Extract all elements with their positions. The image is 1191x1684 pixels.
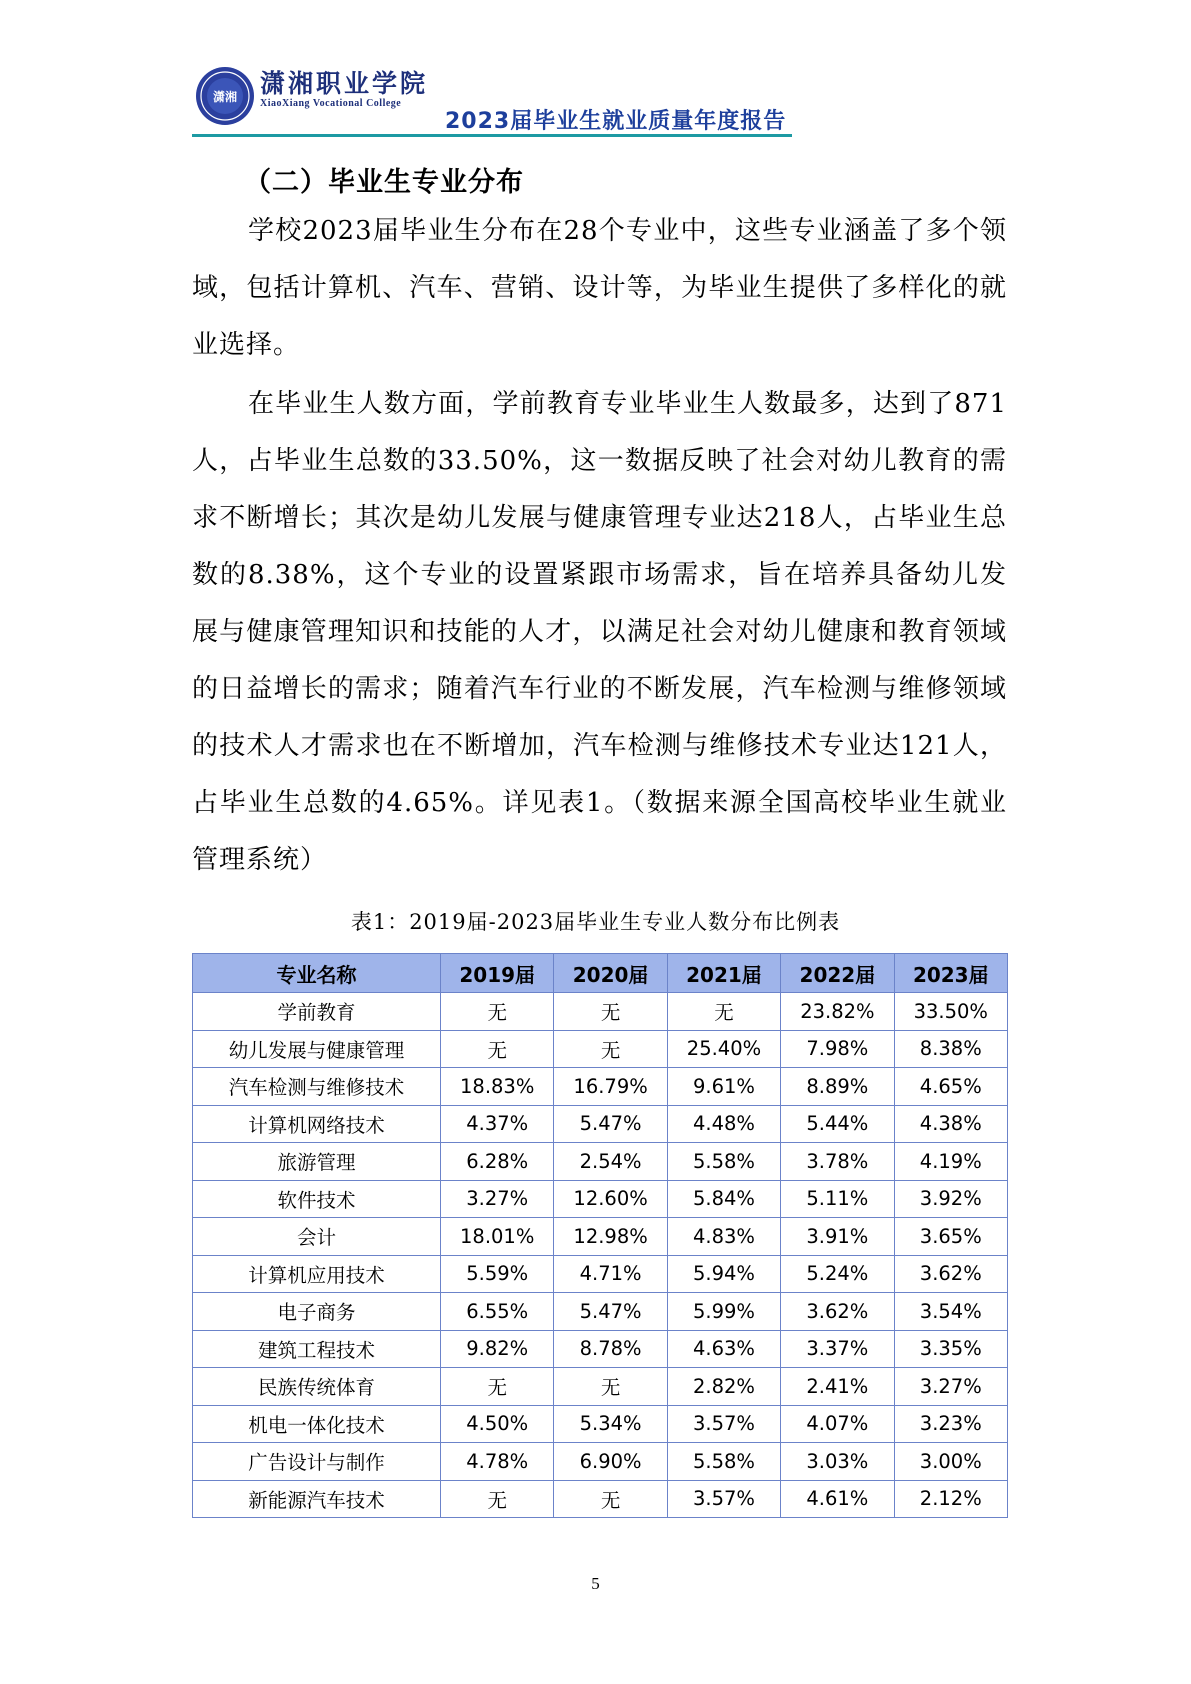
table-header-row [193, 954, 1008, 993]
major-name-cell: 新能源汽车技术 [193, 1480, 441, 1518]
percent-cell: 4.83% [667, 1218, 780, 1256]
table-body [193, 993, 1008, 1518]
major-name-cell: 计算机网络技术 [193, 1105, 441, 1143]
major-name-cell: 汽车检测与维修技术 [193, 1068, 441, 1106]
percent-cell: 4.61% [781, 1480, 894, 1518]
percent-cell: 9.61% [667, 1068, 780, 1106]
page-number: 5 [591, 1574, 600, 1593]
percent-cell: 8.38% [894, 1030, 1007, 1068]
table-row [193, 1480, 1008, 1518]
percent-cell: 5.47% [554, 1293, 667, 1331]
percent-cell: 7.98% [781, 1030, 894, 1068]
percent-cell: 无 [554, 1368, 667, 1406]
percent-cell: 12.60% [554, 1180, 667, 1218]
percent-cell: 3.65% [894, 1218, 1007, 1256]
percent-cell: 3.62% [781, 1293, 894, 1331]
table-row [193, 1143, 1008, 1181]
percent-cell: 9.82% [441, 1330, 554, 1368]
percent-cell: 5.84% [667, 1180, 780, 1218]
percent-cell: 4.50% [441, 1405, 554, 1443]
header-cell-2020: 2020届 [554, 954, 667, 993]
percent-cell: 5.99% [667, 1293, 780, 1331]
percent-cell: 3.91% [781, 1218, 894, 1256]
header-cell-2019: 2019届 [441, 954, 554, 993]
percent-cell: 无 [441, 993, 554, 1031]
percent-cell: 18.01% [441, 1218, 554, 1256]
major-name-cell: 电子商务 [193, 1293, 441, 1331]
table-caption: 表1：2019届-2023届毕业生专业人数分布比例表 [350, 910, 841, 934]
table-row [193, 1105, 1008, 1143]
percent-cell: 8.78% [554, 1330, 667, 1368]
header-cell-2023: 2023届 [894, 954, 1007, 993]
header-cell-2022: 2022届 [781, 954, 894, 993]
percent-cell: 3.27% [441, 1180, 554, 1218]
table-row [193, 1293, 1008, 1331]
school-name-cn: 潇湘职业学院 [260, 69, 429, 98]
percent-cell: 2.54% [554, 1143, 667, 1181]
major-distribution-table [192, 953, 1008, 1518]
percent-cell: 3.03% [781, 1443, 894, 1481]
percent-cell: 23.82% [781, 993, 894, 1031]
percent-cell: 2.82% [667, 1368, 780, 1406]
percent-cell: 18.83% [441, 1068, 554, 1106]
paragraph-2: 在毕业生人数方面，学前教育专业毕业生人数最多，达到了871人，占毕业生总数的33.50%，这一数据反映了社会对幼儿教育的需求不断增长；其次是幼儿发展与健康管理专业达218人，占毕业生总数的8.38%，这个专业的设置紧跟市场需求，旨在培养具备幼儿发展与健康管理知识和技能的人才，以满足社会对幼儿健康和教育领域的日益增长的需求；随着汽车行业的不断发展，汽车检测与维修领域的技术人才需求也在不断增加，汽车检测与维修技术专业达121人，占毕业生总数的4.65%。详见表1。（数据来源全国高校毕业生就业管理系统） [192, 389, 1007, 875]
section-title: （二）毕业生专业分布 [244, 167, 524, 198]
percent-cell: 4.37% [441, 1105, 554, 1143]
major-name-cell: 幼儿发展与健康管理 [193, 1030, 441, 1068]
percent-cell: 无 [441, 1480, 554, 1518]
school-logo-icon [195, 66, 255, 126]
percent-cell: 3.57% [667, 1480, 780, 1518]
table-row [193, 1405, 1008, 1443]
table-row [193, 1255, 1008, 1293]
table-row [193, 1218, 1008, 1256]
percent-cell: 3.92% [894, 1180, 1007, 1218]
table-row [193, 1180, 1008, 1218]
major-name-cell: 旅游管理 [193, 1143, 441, 1181]
percent-cell: 8.89% [781, 1068, 894, 1106]
percent-cell: 无 [441, 1368, 554, 1406]
percent-cell: 4.71% [554, 1255, 667, 1293]
percent-cell: 5.24% [781, 1255, 894, 1293]
logo-text: 潇湘 [212, 90, 238, 104]
percent-cell: 4.48% [667, 1105, 780, 1143]
percent-cell: 3.00% [894, 1443, 1007, 1481]
major-name-cell: 会计 [193, 1218, 441, 1256]
table-row [193, 1068, 1008, 1106]
major-name-cell: 计算机应用技术 [193, 1255, 441, 1293]
percent-cell: 3.35% [894, 1330, 1007, 1368]
percent-cell: 4.78% [441, 1443, 554, 1481]
major-name-cell: 学前教育 [193, 993, 441, 1031]
major-name-cell: 软件技术 [193, 1180, 441, 1218]
percent-cell: 4.63% [667, 1330, 780, 1368]
percent-cell: 33.50% [894, 993, 1007, 1031]
percent-cell: 3.23% [894, 1405, 1007, 1443]
paragraph-1: 学校2023届毕业生分布在28个专业中，这些专业涵盖了多个领域，包括计算机、汽车、营销、设计等，为毕业生提供了多样化的就业选择。 [192, 216, 1007, 360]
percent-cell: 25.40% [667, 1030, 780, 1068]
percent-cell: 5.59% [441, 1255, 554, 1293]
percent-cell: 3.37% [781, 1330, 894, 1368]
percent-cell: 无 [554, 1480, 667, 1518]
percent-cell: 5.11% [781, 1180, 894, 1218]
percent-cell: 16.79% [554, 1068, 667, 1106]
table-row [193, 1443, 1008, 1481]
major-name-cell: 广告设计与制作 [193, 1443, 441, 1481]
percent-cell: 5.58% [667, 1443, 780, 1481]
percent-cell: 6.55% [441, 1293, 554, 1331]
percent-cell: 无 [554, 1030, 667, 1068]
percent-cell: 5.47% [554, 1105, 667, 1143]
header-divider [192, 134, 792, 137]
percent-cell: 6.28% [441, 1143, 554, 1181]
major-name-cell: 建筑工程技术 [193, 1330, 441, 1368]
percent-cell: 3.54% [894, 1293, 1007, 1331]
table-row [193, 1330, 1008, 1368]
header-cell-major: 专业名称 [193, 954, 441, 993]
percent-cell: 5.58% [667, 1143, 780, 1181]
percent-cell: 3.62% [894, 1255, 1007, 1293]
percent-cell: 5.94% [667, 1255, 780, 1293]
percent-cell: 5.44% [781, 1105, 894, 1143]
major-name-cell: 民族传统体育 [193, 1368, 441, 1406]
page-header [195, 62, 795, 140]
percent-cell: 3.57% [667, 1405, 780, 1443]
percent-cell: 6.90% [554, 1443, 667, 1481]
percent-cell: 3.78% [781, 1143, 894, 1181]
percent-cell: 无 [441, 1030, 554, 1068]
header-cell-2021: 2021届 [667, 954, 780, 993]
report-title: 2023届毕业生就业质量年度报告 [445, 109, 787, 134]
percent-cell: 4.19% [894, 1143, 1007, 1181]
percent-cell: 2.41% [781, 1368, 894, 1406]
percent-cell: 3.27% [894, 1368, 1007, 1406]
table-row [193, 1368, 1008, 1406]
percent-cell: 无 [554, 993, 667, 1031]
percent-cell: 4.38% [894, 1105, 1007, 1143]
percent-cell: 无 [667, 993, 780, 1031]
table-row [193, 1030, 1008, 1068]
table-row [193, 993, 1008, 1031]
percent-cell: 4.65% [894, 1068, 1007, 1106]
percent-cell: 2.12% [894, 1480, 1007, 1518]
school-name-en: XiaoXiang Vocational College [260, 98, 402, 109]
major-name-cell: 机电一体化技术 [193, 1405, 441, 1443]
percent-cell: 5.34% [554, 1405, 667, 1443]
percent-cell: 12.98% [554, 1218, 667, 1256]
percent-cell: 4.07% [781, 1405, 894, 1443]
